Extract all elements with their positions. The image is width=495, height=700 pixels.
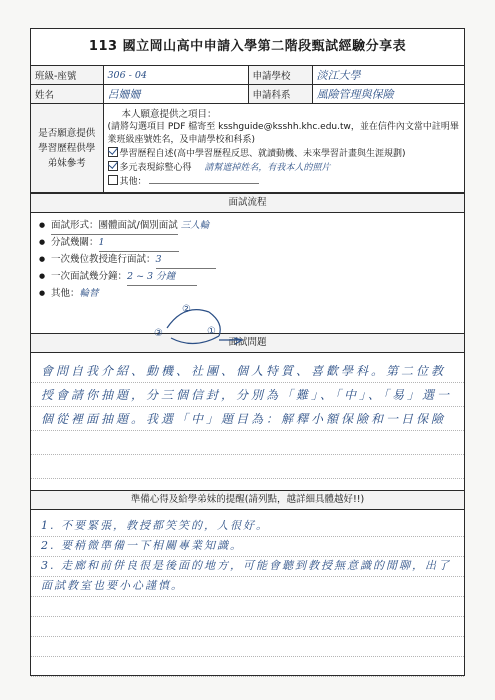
tip-line: 2. 要稍微準備一下相關專業知識。 [41,539,243,552]
consent-item-label: 其他： [119,176,147,187]
other-underline [149,183,259,184]
consent-item-label: 多元表現綜整心得 [119,162,192,173]
tip-line: 1. 不要緊張，教授都笑笑的，人很好。 [41,519,269,532]
flow-item-label: 其他： [51,288,80,299]
cycle-node: ① [207,326,216,337]
dept-label: 申請科系 [248,85,312,104]
consent-item[interactable] [108,175,461,189]
checkbox-checked[interactable] [108,147,118,157]
problems-text: 會問自我介紹、動機、社團、個人特質、喜歡學科。第二位教授會請你抽題，分三個信封，分別為「難」、「中」、「易」選一個從裡面抽題。我選「中」題目為：解釋小額保險和一日保險 [41,364,453,426]
info-table [31,66,464,193]
flow-item-label: 分試幾關： [51,237,99,248]
flow-header: 面試流程 [31,193,464,213]
consent-label-line: 弟妹參考 [47,157,86,169]
problems-header: 面試問題 [31,333,464,353]
form-title: 113 國立岡山高中申請入學第二階段甄試經驗分享表 [31,29,464,66]
school-label: 申請學校 [248,66,312,85]
flow-item [39,217,464,234]
dept-value: 風險管理與保險 [312,85,464,104]
school-value: 淡江大學 [312,66,464,85]
flow-item-note: 輪替 [79,288,99,299]
name-label: 姓名 [31,85,103,104]
checkbox-checked[interactable] [108,161,118,171]
consent-item[interactable] [108,147,461,161]
flow-item-note: 三人輪 [180,220,210,231]
checkbox[interactable] [108,175,118,185]
tip-line: 3. 走廊和前併良很是後面的地方，可能會聽到教授無意識的閒聊，出了面試教室也要小心謹慎。 [41,559,451,592]
form-sheet [30,28,465,676]
problems-section [31,353,464,490]
consent-desc: (請將勾選項目 PDF 檔寄至 ksshguide@ksshh.khc.edu.tw，並在信件內文當中註明畢業班級座號姓名，及申請學校和科系) [107,121,459,145]
name-value: 呂姍姍 [103,85,248,104]
flow-item-note: 1 [99,234,179,252]
consent-label [31,104,103,193]
flow-item-label: 一次面試幾分鐘： [51,271,128,282]
flow-item-note: 3 [156,251,216,269]
flow-item [39,268,464,285]
consent-label-line: 是否願意提供 [38,127,96,139]
flow-item-label: 面試形式：團體面試/個別面試 [51,217,178,235]
consent-item[interactable] [108,161,461,175]
flow-item-label: 一次幾位教授進行面試： [51,254,156,265]
consent-item-note: 請幫遮掉姓名，有我本人的照片 [204,162,331,173]
rotation-cycle-diagram [149,298,244,353]
consent-label-line: 學習歷程供學 [38,142,96,154]
flow-section [31,213,464,339]
consent-body [103,104,464,193]
flow-item [39,251,464,268]
flow-item-note: 2 ~ 3 分鐘 [127,268,197,286]
tips-section [31,510,464,696]
cycle-node: ② [182,304,191,315]
cycle-node: ③ [154,328,163,339]
consent-item-label: 學習歷程自述(高中學習歷程反思、就讀動機、未來學習計畫與生涯規劃) [119,148,406,159]
class-seat-value: 306 - 04 [103,66,248,85]
flow-item [39,285,464,302]
class-seat-label: 班級-座號 [31,66,103,85]
flow-item [39,234,464,251]
tips-header: 準備心得及給學弟妹的提醒(請列點，越詳細具體越好!!) [31,490,464,510]
consent-head: 本人願意提供之項目： [121,108,217,120]
